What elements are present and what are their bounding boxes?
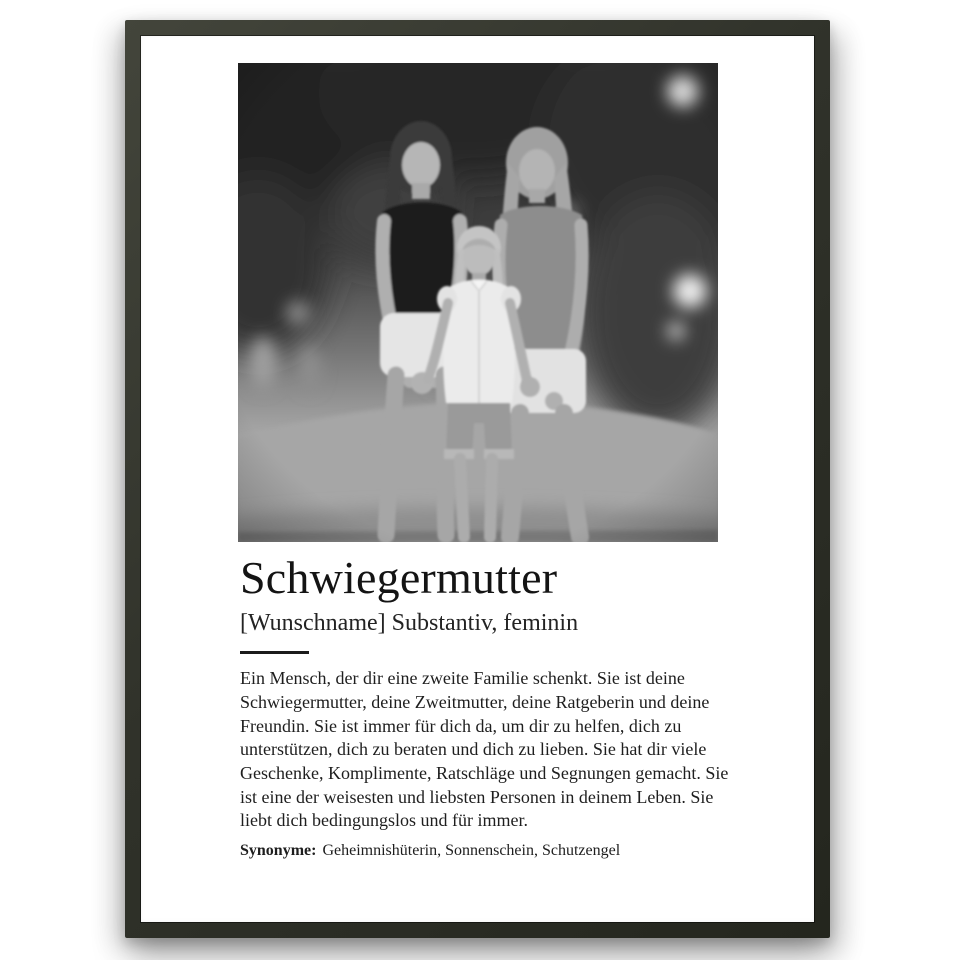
definition-text: Ein Mensch, der dir eine zweite Familie schenkt. Sie ist deine Schwiegermutter, deine Zweitmutter, deine Ratgeberin und deine Freundin. Sie ist immer für dich da, um dir zu helfen, dich zu unterstützen, dich zu beraten und dich zu lieben. Sie hat dir viele Geschenke, Komplimente, Ratschläge und Segnungen gemacht. Sie ist eine der weisesten und liebsten Personen in deinem Leben. Sie liebt dich bedingungslos und für immer. — [240, 668, 729, 831]
title-divider — [240, 651, 309, 654]
poster-frame — [125, 20, 830, 938]
synonyms-line — [240, 841, 770, 860]
synonyms-label: Synonyme: — [240, 841, 317, 859]
definition-block — [240, 552, 770, 860]
family-photo — [238, 63, 718, 542]
poster-title: Schwiegermutter — [240, 552, 558, 603]
poster-mat — [141, 36, 814, 922]
poster-subtitle: [Wunschname] Substantiv, feminin — [240, 610, 579, 636]
family-photo-graphic — [238, 63, 718, 542]
synonyms-text: Geheimnishüterin, Sonnenschein, Schutzengel — [322, 841, 621, 859]
